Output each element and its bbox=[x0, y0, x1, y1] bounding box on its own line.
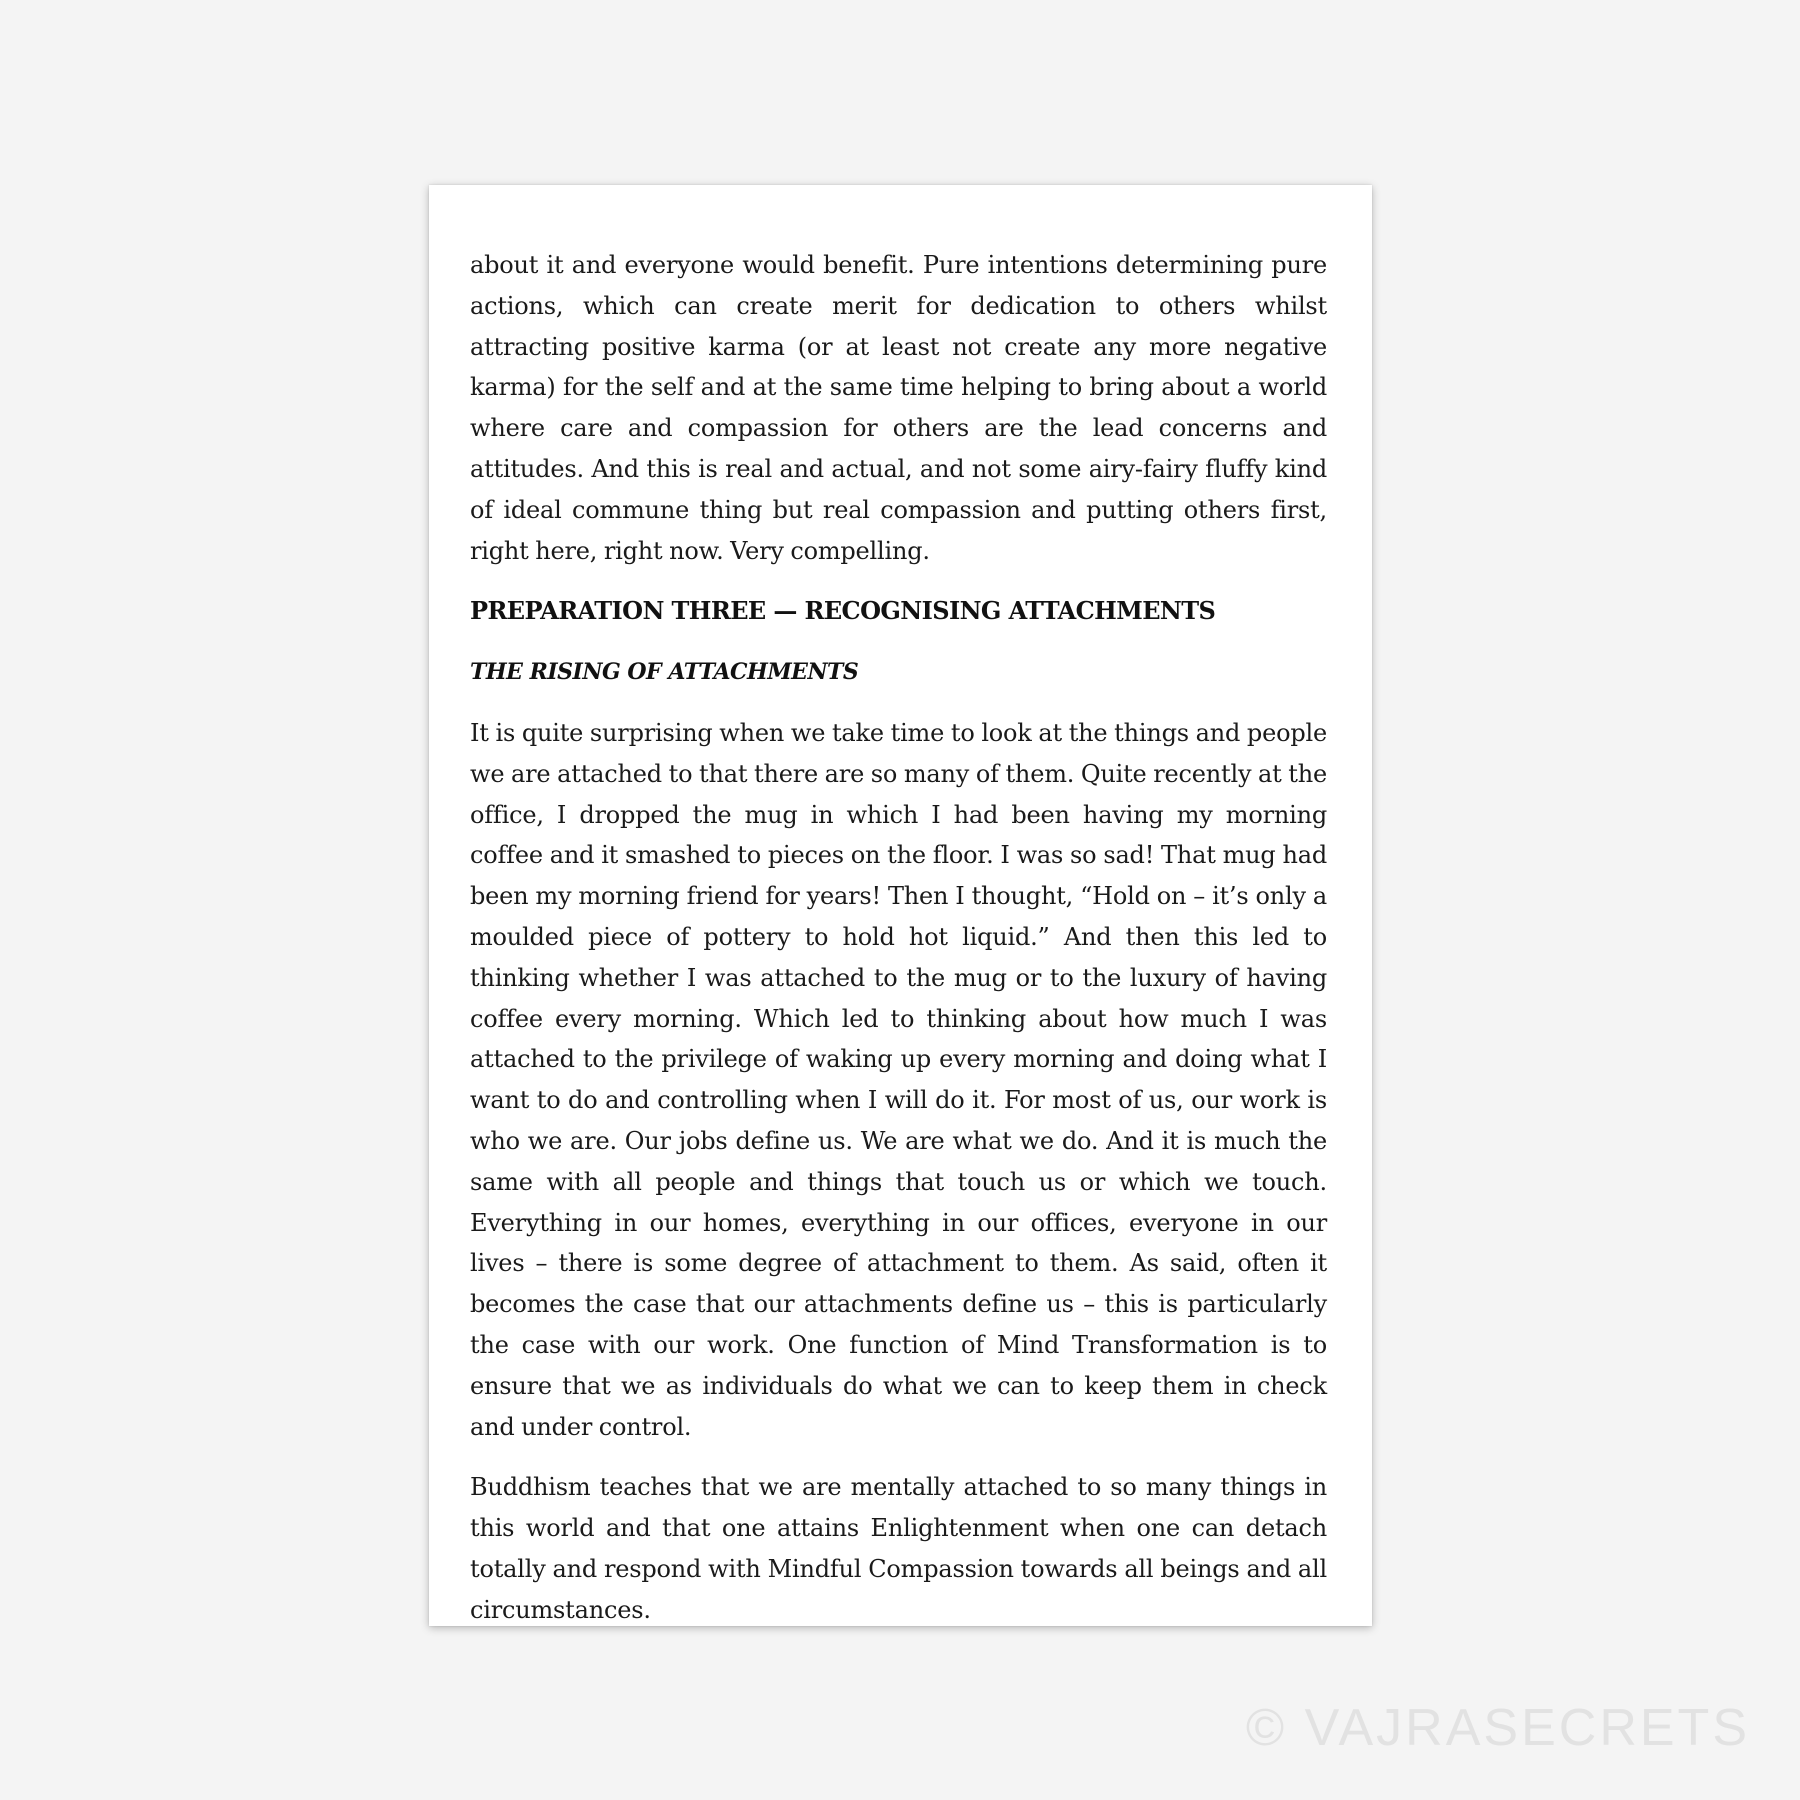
subheading: THE RISING OF ATTACHMENTS bbox=[470, 659, 859, 686]
attachments-paragraph: It is quite surprising when we take time to look at the things and people we are attached to that there are so many of them. Quite recently at the office, I dropped the mug in which I had been having my morning coffee and it smashed to pieces on the floor. I was so sad! That mug had been my morning friend for years! Then I thought, “Hold on – it’s only a moulded piece of pottery to hold hot liquid.” And then this led to thinking whether I was attached to the mug or to the luxury of having coffee every morning. Which led to thinking about how much I was attached to the privilege of waking up every morning and doing what I want to do and controlling when I will do it. For most of us, our work is who we are. Our jobs define us. We are what we do. And it is much the same with all people and things that touch us or which we touch. Everything in our homes, everything in our offices, everyone in our lives – there is some degree of attachment to them. As said, often it becomes the case that our attachments define us – this is particularly the case with our work. One function of Mind Transformation is to ensure that we as individuals do what we can to keep them in check and under control. bbox=[470, 718, 1327, 1441]
book-page bbox=[429, 185, 1372, 1626]
intro-paragraph: about it and everyone would benefit. Pure intentions determining pure actions, which can create merit for dedication to others whilst attracting positive karma (or at least not create any more negative karma) for the self and at the same time helping to bring about a world where care and compassion for others are the lead concerns and attitudes. And this is real and actual, and not some airy-fairy fluffy kind of ideal commune thing but real compassion and putting others first, right here, right now. Very compelling. bbox=[470, 251, 1327, 565]
copyright-watermark: © VAJRASECRETS bbox=[1245, 1699, 1750, 1757]
buddhism-paragraph: Buddhism teaches that we are mentally attached to so many things in this world and that one attains Enlightenment when one can detach totally and respond with Mindful Compassion towards all beings and all circumstances. bbox=[470, 1473, 1327, 1624]
section-heading: PREPARATION THREE — RECOGNISING ATTACHMENTS bbox=[470, 596, 1216, 626]
page-text-block bbox=[470, 245, 1327, 1631]
